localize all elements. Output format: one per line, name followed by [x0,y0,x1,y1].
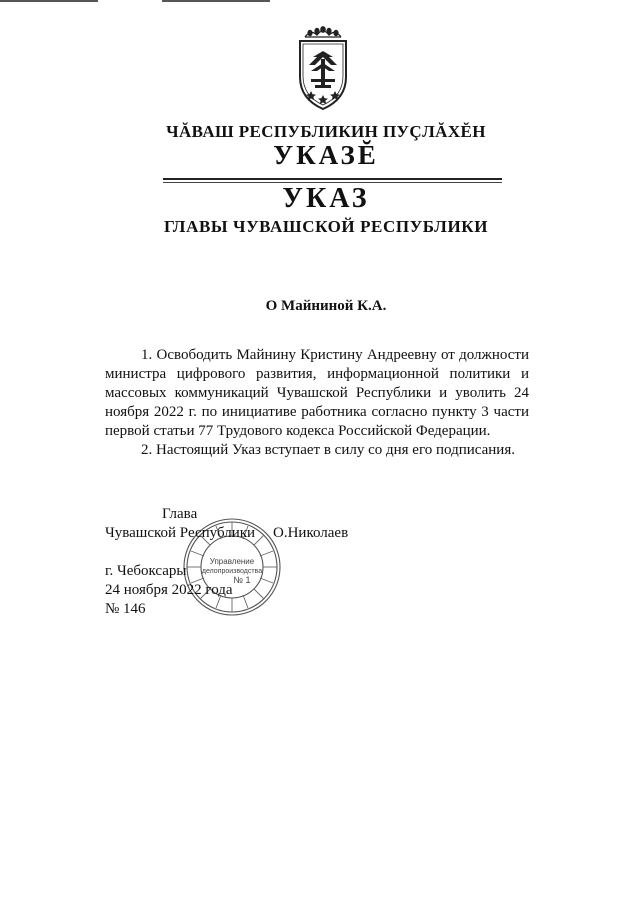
header-chuvash-line2: УКАЗĔ [273,140,379,170]
paragraph-2: 2. Настоящий Указ вступает в силу со дня его подписания. [141,442,515,458]
signature-name: О.Николаев [273,525,349,541]
stamp-number: № 1 [233,575,251,585]
signature-title-line1: Глава [162,506,198,522]
stamp-line2: делопроизводства [201,568,263,575]
document-body [105,346,529,460]
signature-date: 24 ноября 2022 года [105,582,233,598]
header-russian-subtitle: ГЛАВЫ ЧУВАШСКОЙ РЕСПУБЛИКИ [163,217,489,236]
signature-number: № 146 [105,601,146,617]
stamp-line1: Управление [209,557,255,566]
header-divider [163,178,502,180]
paragraph-1: 1. Освободить Майнину Кристину Андреевну от должности министра цифрового развития, информационной политики и массовых коммуникаций Чувашской Республики и уволить 24 ноября 2022 г. по инициативе работника согласно пункту 3 части первой статьи 77 Трудового кодекса Российской Федерации. [105,347,529,439]
signature-place: г. Чебоксары [105,563,187,579]
coat-of-arms-emblem [293,25,353,115]
document-subject: О Майниной К.А. [265,298,387,314]
header-russian-title: УКАЗ [282,183,370,214]
header-chuvash-line1: ЧĂВАШ РЕСПУБЛИКИН ПУÇЛĂХĔН [166,122,486,141]
signature-title-line2: Чувашской Республики [105,525,256,541]
